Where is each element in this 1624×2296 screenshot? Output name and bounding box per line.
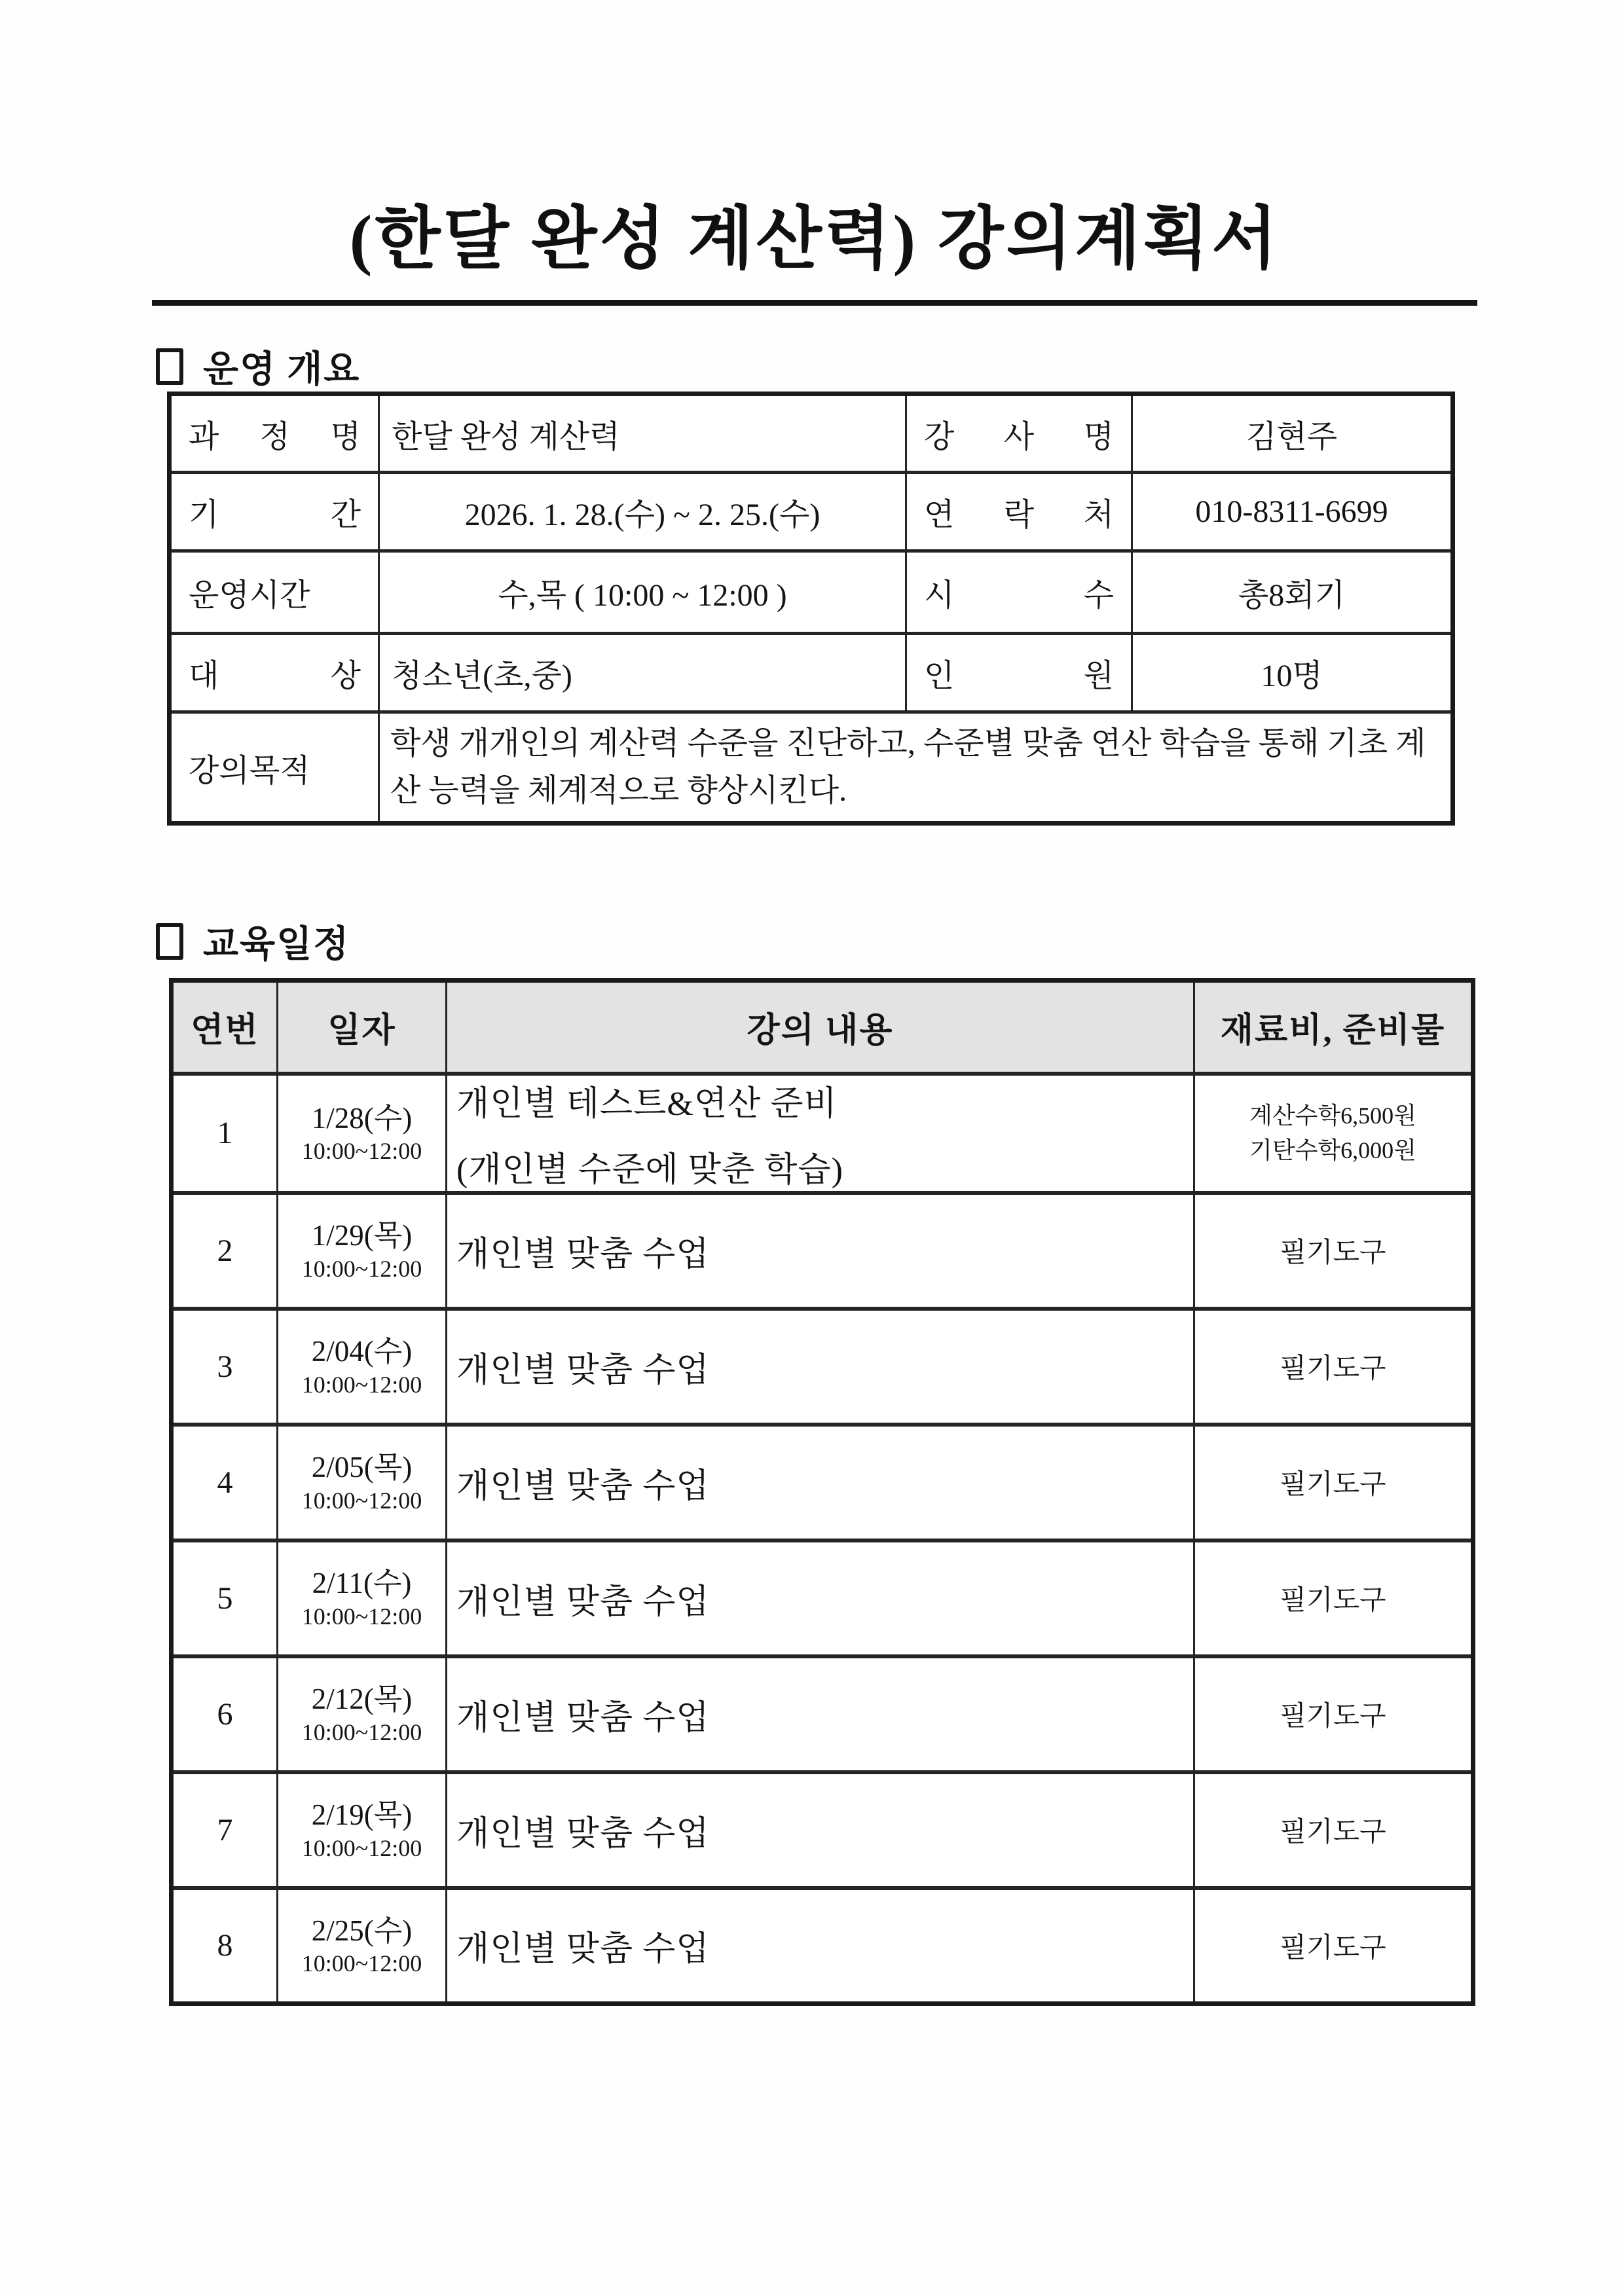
row-materials-line1: 계산수학6,500원 [1249, 1102, 1416, 1129]
session-count-value: 총8회기 [1132, 551, 1453, 634]
purpose-label: 강의목적 [170, 712, 379, 824]
row-content: 개인별 맞춤 수업 [447, 1309, 1194, 1425]
row-no: 5 [172, 1540, 278, 1656]
contact-label: 연 락 처 [906, 473, 1132, 551]
page-title: (한달 완성 계산력) 강의계획서 [349, 202, 1280, 277]
row-date-value: 2/12(목) [311, 1683, 413, 1716]
row-date [278, 1425, 447, 1540]
row-time-value: 10:00~12:00 [301, 1138, 422, 1165]
row-no: 1 [172, 1074, 278, 1193]
table-row [172, 1772, 1473, 1888]
row-date [278, 1074, 447, 1193]
purpose-value: 학생 개개인의 계산력 수준을 진단하고, 수준별 맞춤 연산 학습을 통해 기초 계산 능력을 체계적으로 향상시킨다. [379, 712, 1453, 824]
contact-value: 010-8311-6699 [1132, 473, 1453, 551]
row-time-value: 10:00~12:00 [301, 1255, 422, 1282]
schedule-heading-label: 교육일정 [203, 924, 350, 965]
table-row [172, 1888, 1473, 2004]
session-count-label: 시 수 [906, 551, 1132, 634]
row-materials: 필기도구 [1194, 1193, 1473, 1309]
row-time-value: 10:00~12:00 [301, 1371, 422, 1398]
row-content: 개인별 맞춤 수업 [447, 1656, 1194, 1772]
capacity-label: 인 원 [906, 634, 1132, 712]
period-value: 2026. 1. 28.(수) ~ 2. 25.(수) [379, 473, 906, 551]
instructor-name-value: 김현주 [1132, 394, 1453, 473]
row-no: 4 [172, 1425, 278, 1540]
row-no: 6 [172, 1656, 278, 1772]
row-date-value: 2/25(수) [311, 1914, 413, 1948]
table-row [172, 1309, 1473, 1425]
row-date-value: 1/28(수) [311, 1101, 413, 1135]
row-materials: 필기도구 [1194, 1772, 1473, 1888]
table-row [170, 394, 1453, 473]
col-content-header: 강의 내용 [447, 981, 1194, 1074]
row-time-value: 10:00~12:00 [301, 1834, 422, 1861]
target-label: 대 상 [170, 634, 379, 712]
row-materials: 필기도구 [1194, 1540, 1473, 1656]
section-heading-overview [156, 340, 360, 393]
instructor-name-label: 강 사 명 [906, 394, 1132, 473]
col-date-header: 일자 [278, 981, 447, 1074]
schedule-table [169, 978, 1475, 2006]
section-heading-schedule [156, 915, 350, 968]
row-no: 7 [172, 1772, 278, 1888]
row-no: 2 [172, 1193, 278, 1309]
col-no-header: 연번 [172, 981, 278, 1074]
overview-table [167, 392, 1455, 826]
table-row [170, 634, 1453, 712]
row-materials-line2: 기탄수학6,000원 [1249, 1137, 1416, 1163]
row-date-value: 1/29(목) [311, 1219, 413, 1252]
row-date-value: 2/19(목) [311, 1798, 413, 1832]
table-row [172, 1656, 1473, 1772]
capacity-value: 10명 [1132, 634, 1453, 712]
row-materials [1194, 1074, 1473, 1193]
row-no: 8 [172, 1888, 278, 2004]
course-name-value: 한달 완성 계산력 [379, 394, 906, 473]
table-row [172, 1074, 1473, 1193]
row-time-value: 10:00~12:00 [301, 1603, 422, 1630]
row-date-value: 2/05(목) [311, 1451, 413, 1484]
col-materials-header: 재료비, 준비물 [1194, 981, 1473, 1074]
row-content: 개인별 맞춤 수업 [447, 1888, 1194, 2004]
row-date [278, 1656, 447, 1772]
row-time-value: 10:00~12:00 [301, 1487, 422, 1514]
checkbox-icon [156, 348, 183, 385]
row-no: 3 [172, 1309, 278, 1425]
row-content: 개인별 맞춤 수업 [447, 1193, 1194, 1309]
operating-hours-label: 운영시간 [170, 551, 379, 634]
table-row [170, 551, 1453, 634]
period-label: 기 간 [170, 473, 379, 551]
row-content-line1: 개인별 테스트&연산 준비 [456, 1085, 838, 1123]
target-value: 청소년(초,중) [379, 634, 906, 712]
table-row [170, 712, 1453, 824]
row-date [278, 1888, 447, 2004]
table-header-row [172, 981, 1473, 1074]
table-row [172, 1193, 1473, 1309]
row-date [278, 1309, 447, 1425]
row-materials: 필기도구 [1194, 1425, 1473, 1540]
row-content-line2: (개인별 수준에 맞춘 학습) [456, 1151, 843, 1189]
table-row [172, 1540, 1473, 1656]
row-content: 개인별 맞춤 수업 [447, 1425, 1194, 1540]
row-date [278, 1193, 447, 1309]
row-content [447, 1074, 1194, 1193]
row-date-value: 2/04(수) [311, 1335, 413, 1368]
row-content: 개인별 맞춤 수업 [447, 1772, 1194, 1888]
overview-heading-label: 운영 개요 [203, 350, 361, 390]
row-time-value: 10:00~12:00 [301, 1950, 422, 1977]
table-row [170, 473, 1453, 551]
row-materials: 필기도구 [1194, 1888, 1473, 2004]
table-row [172, 1425, 1473, 1540]
operating-hours-value: 수,목 ( 10:00 ~ 12:00 ) [379, 551, 906, 634]
row-materials: 필기도구 [1194, 1656, 1473, 1772]
row-date-value: 2/11(수) [312, 1567, 412, 1600]
row-time-value: 10:00~12:00 [301, 1719, 422, 1745]
title-block [152, 183, 1477, 306]
checkbox-icon [156, 923, 183, 960]
course-name-label: 과 정 명 [170, 394, 379, 473]
row-materials: 필기도구 [1194, 1309, 1473, 1425]
row-date [278, 1772, 447, 1888]
row-date [278, 1540, 447, 1656]
row-content: 개인별 맞춤 수업 [447, 1540, 1194, 1656]
